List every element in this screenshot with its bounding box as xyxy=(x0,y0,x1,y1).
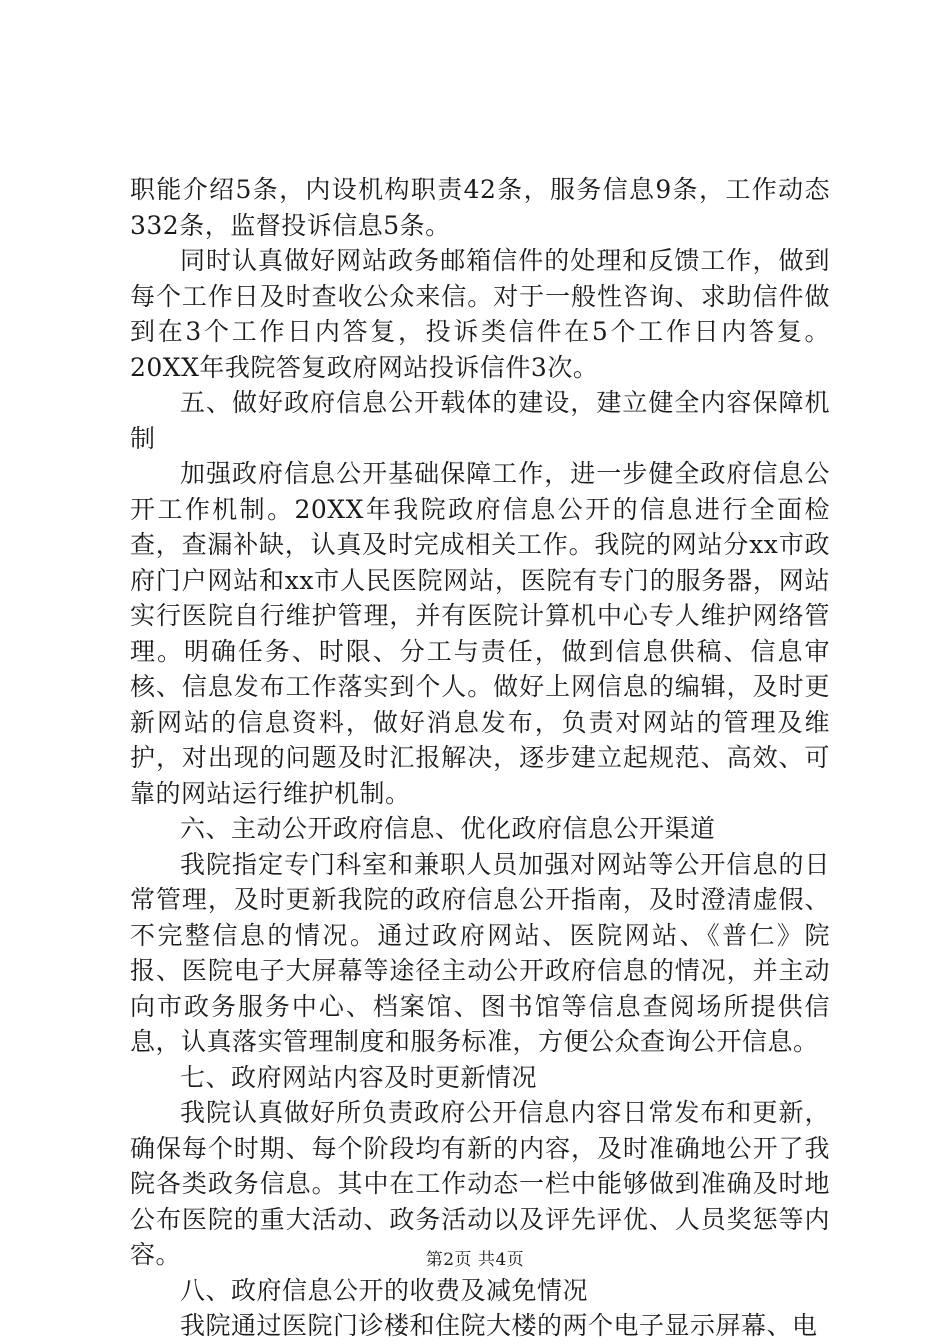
paragraph-infrastructure: 加强政府信息公开基础保障工作，进一步健全政府信息公开工作机制。20XX年我院政府信息公开的信息进行全面检查，查漏补缺，认真及时完成相关工作。我院的网站分xx市政府门户网站和xx市人民医院网站，医院有专门的服务器，网站实行医院自行维护管理，并有医院计算机中心专人维护网络管理。明确任务、时限、分工与责任，做到信息供稿、信息审核、信息发布工作落实到个人。做好上网信息的编辑，及时更新网站的信息资料，做好消息发布，负责对网站的管理及维护，对出现的问题及时汇报解决，逐步建立起规范、高效、可靠的网站运行维护机制。 xyxy=(130,459,830,808)
section-heading-5: 五、做好政府信息公开载体的建设，建立健全内容保障机制 xyxy=(130,388,830,453)
section-heading-7: 七、政府网站内容及时更新情况 xyxy=(180,1062,538,1092)
section-heading-6: 六、主动公开政府信息、优化政府信息公开渠道 xyxy=(180,814,716,843)
document-body xyxy=(130,172,830,1344)
page-footer: 第2页 共4页 xyxy=(425,1250,525,1270)
paragraph-mailbox: 同时认真做好网站政务邮箱信件的处理和反馈工作，做到每个工作日及时查收公众来信。对于一般性咨询、求助信件做到在3个工作日内答复，投诉类信件在5个工作日内答复。20XX年我院答复政府网站投诉信件3次。 xyxy=(130,246,830,382)
paragraph-channels: 我院指定专门科室和兼职人员加强对网站等公开信息的日常管理，及时更新我院的政府信息公开指南，及时澄清虚假、不完整信息的情况。通过政府网站、医院网站、《普仁》院报、医院电子大屏幕等途径主动公开政府信息的情况，并主动向市政务服务中心、档案馆、图书馆等信息查阅场所提供信息，认真落实管理制度和服务标准，方便公众查询公开信息。 xyxy=(130,849,830,1056)
paragraph-continuation: 职能介绍5条，内设机构职责42条，服务信息9条，工作动态332条，监督投诉信息5条。 xyxy=(130,175,830,240)
section-heading-8: 八、政府信息公开的收费及减免情况 xyxy=(180,1275,589,1305)
paragraph-updates: 我院认真做好所负责政府公开信息内容日常发布和更新，确保每个时期、每个阶段均有新的内容，及时准确地公开了我院各类政务信息。其中在工作动态一栏中能够做到准确及时地公布医院的重大活动、政务活动以及评先评优、人员奖惩等内容。 xyxy=(130,1098,830,1269)
paragraph-fees: 我院通过医院门诊楼和住院大楼的两个电子显示屏幕、电 xyxy=(180,1311,818,1340)
